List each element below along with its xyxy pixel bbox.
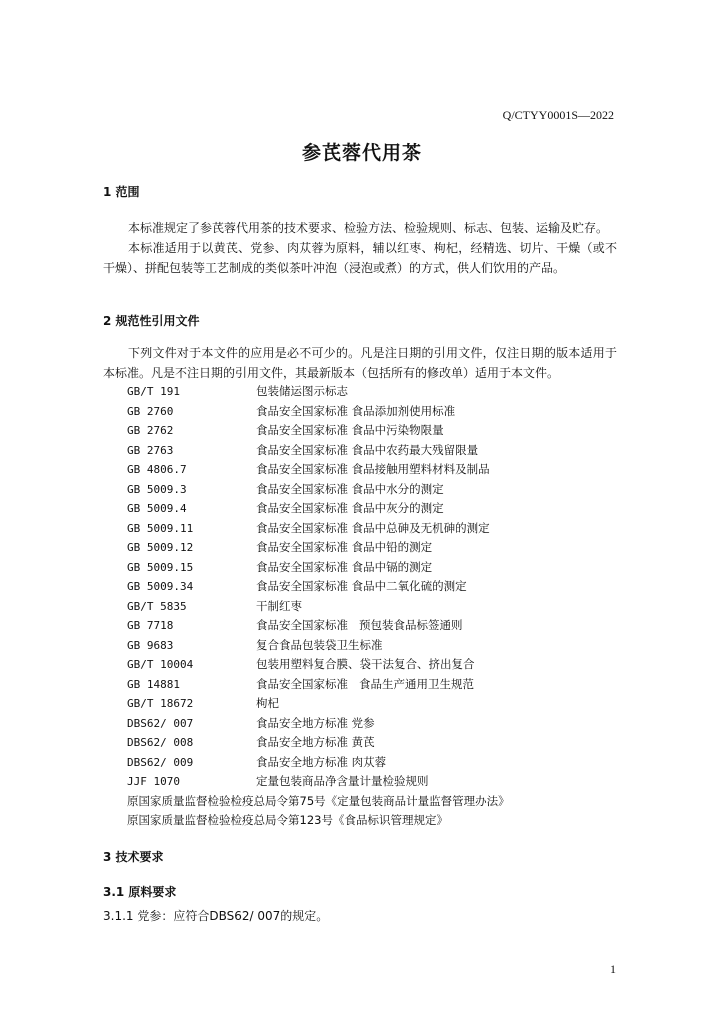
reference-code: GB 2760 [127,404,174,418]
reference-code: GB 5009.34 [127,580,194,593]
reference-name: 食品安全国家标准 食品中总砷及无机砷的测定 [256,520,490,535]
reference-row [127,480,510,500]
section-3-heading: 3 技术要求 [103,850,164,864]
reference-code: GB 5009.3 [127,482,187,496]
reference-code: GB 2763 [127,443,174,457]
reference-name: 食品安全国家标准 食品中灰分的测定 [256,501,444,515]
reference-row [127,655,510,675]
reference-row [127,402,510,422]
reference-row [127,421,510,441]
reference-row [127,597,510,617]
reference-name: 食品安全国家标准 食品添加剂使用标准 [256,403,456,418]
document-code: Q/CTYY0001S—2022 [502,108,614,122]
reference-name: 包装用塑料复合膜、袋干法复合、挤出复合 [256,657,475,671]
section-1-heading: 1 范围 [103,185,140,199]
reference-name: 食品安全国家标准 预包装食品标签通则 [256,618,463,632]
reference-name: 食品安全国家标准 食品中二氧化硫的测定 [256,579,467,593]
reference-code: GB 2762 [127,424,174,437]
reference-name: 复合食品包装袋卫生标准 [256,637,383,652]
reference-code: GB 14881 [127,677,180,691]
reference-code: GB 5009.12 [127,541,194,554]
reference-code: JJF 1070 [127,775,180,788]
reference-row [127,460,510,480]
reference-row [127,811,510,831]
reference-name: 食品安全国家标准 食品生产通用卫生规范 [256,676,474,691]
reference-row [127,733,510,753]
reference-row [127,499,510,519]
reference-name: 定量包装商品净含量计量检验规则 [256,774,429,788]
reference-name: 食品安全地方标准 黄芪 [256,735,375,749]
reference-row [127,558,510,578]
reference-row [127,714,510,734]
reference-row [127,577,510,597]
reference-name: 食品安全地方标准 党参 [256,715,375,730]
reference-name: 食品安全地方标准 肉苁蓉 [256,754,387,769]
section-2-intro [103,343,617,383]
reference-name: 食品安全国家标准 食品中农药最大残留限量 [256,442,479,457]
reference-code: DBS62/ 009 [127,755,194,769]
reference-code: GB 4806.7 [127,463,187,476]
section-3-1-1-text: 3.1.1 党参：应符合DBS62/ 007的规定。 [103,909,329,923]
reference-row [127,772,510,792]
reference-code: GB/T 10004 [127,658,194,671]
paragraph: 本标准适用于以黄芪、党参、肉苁蓉为原料，辅以红枣、枸杞，经精选、切片、干燥（或不干燥）、拼配包装等工艺制成的类似茶叶冲泡（浸泡或煮）的方式，供人们饮用的产品。 [103,241,617,275]
reference-row [127,694,510,714]
reference-name: 食品安全国家标准 食品中污染物限量 [256,423,444,437]
reference-name: 包装储运图示标志 [256,384,348,398]
reference-code: GB/T 5835 [127,599,187,613]
reference-row [127,753,510,773]
reference-row [127,616,510,636]
paragraph: 下列文件对于本文件的应用是必不可少的。凡是注日期的引用文件，仅注日期的版本适用于本标准。凡是不注日期的引用文件，其最新版本（包括所有的修改单）适用于本文件。 [103,346,617,380]
reference-row [127,382,510,402]
reference-code: GB 5009.11 [127,521,194,535]
page-number: 1 [610,962,616,976]
section-1-body [103,218,617,278]
reference-name: 食品安全国家标准 食品中水分的测定 [256,481,444,496]
reference-row [127,441,510,461]
reference-code: GB 5009.15 [127,560,194,574]
reference-row [127,792,510,812]
reference-code: DBS62/ 007 [127,716,194,730]
reference-code: DBS62/ 008 [127,736,194,749]
document-title: 参芪蓉代用茶 [301,142,422,164]
reference-name: 食品安全国家标准 食品中镉的测定 [256,559,433,574]
reference-text: 原国家质量监督检验检疫总局令第75号《定量包装商品计量监督管理办法》 [127,793,510,808]
section-2-heading: 2 规范性引用文件 [103,314,200,328]
reference-row [127,519,510,539]
reference-code: GB 9683 [127,638,174,652]
reference-name: 食品安全国家标准 食品接触用塑料材料及制品 [256,462,490,476]
reference-name: 干制红枣 [256,598,302,613]
reference-row [127,675,510,695]
reference-list [127,382,510,831]
section-3-1-heading: 3.1 原料要求 [103,885,177,899]
paragraph: 本标准规定了参芪蓉代用茶的技术要求、检验方法、检验规则、标志、包装、运输及贮存。 [128,221,609,235]
reference-name: 食品安全国家标准 食品中铅的测定 [256,540,433,554]
reference-row [127,538,510,558]
reference-code: GB 7718 [127,619,174,632]
reference-code: GB/T 191 [127,385,180,398]
reference-name: 枸杞 [256,696,279,710]
reference-row [127,636,510,656]
reference-text: 原国家质量监督检验检疫总局令第123号《食品标识管理规定》 [127,813,448,827]
reference-code: GB 5009.4 [127,502,187,515]
reference-code: GB/T 18672 [127,697,194,710]
